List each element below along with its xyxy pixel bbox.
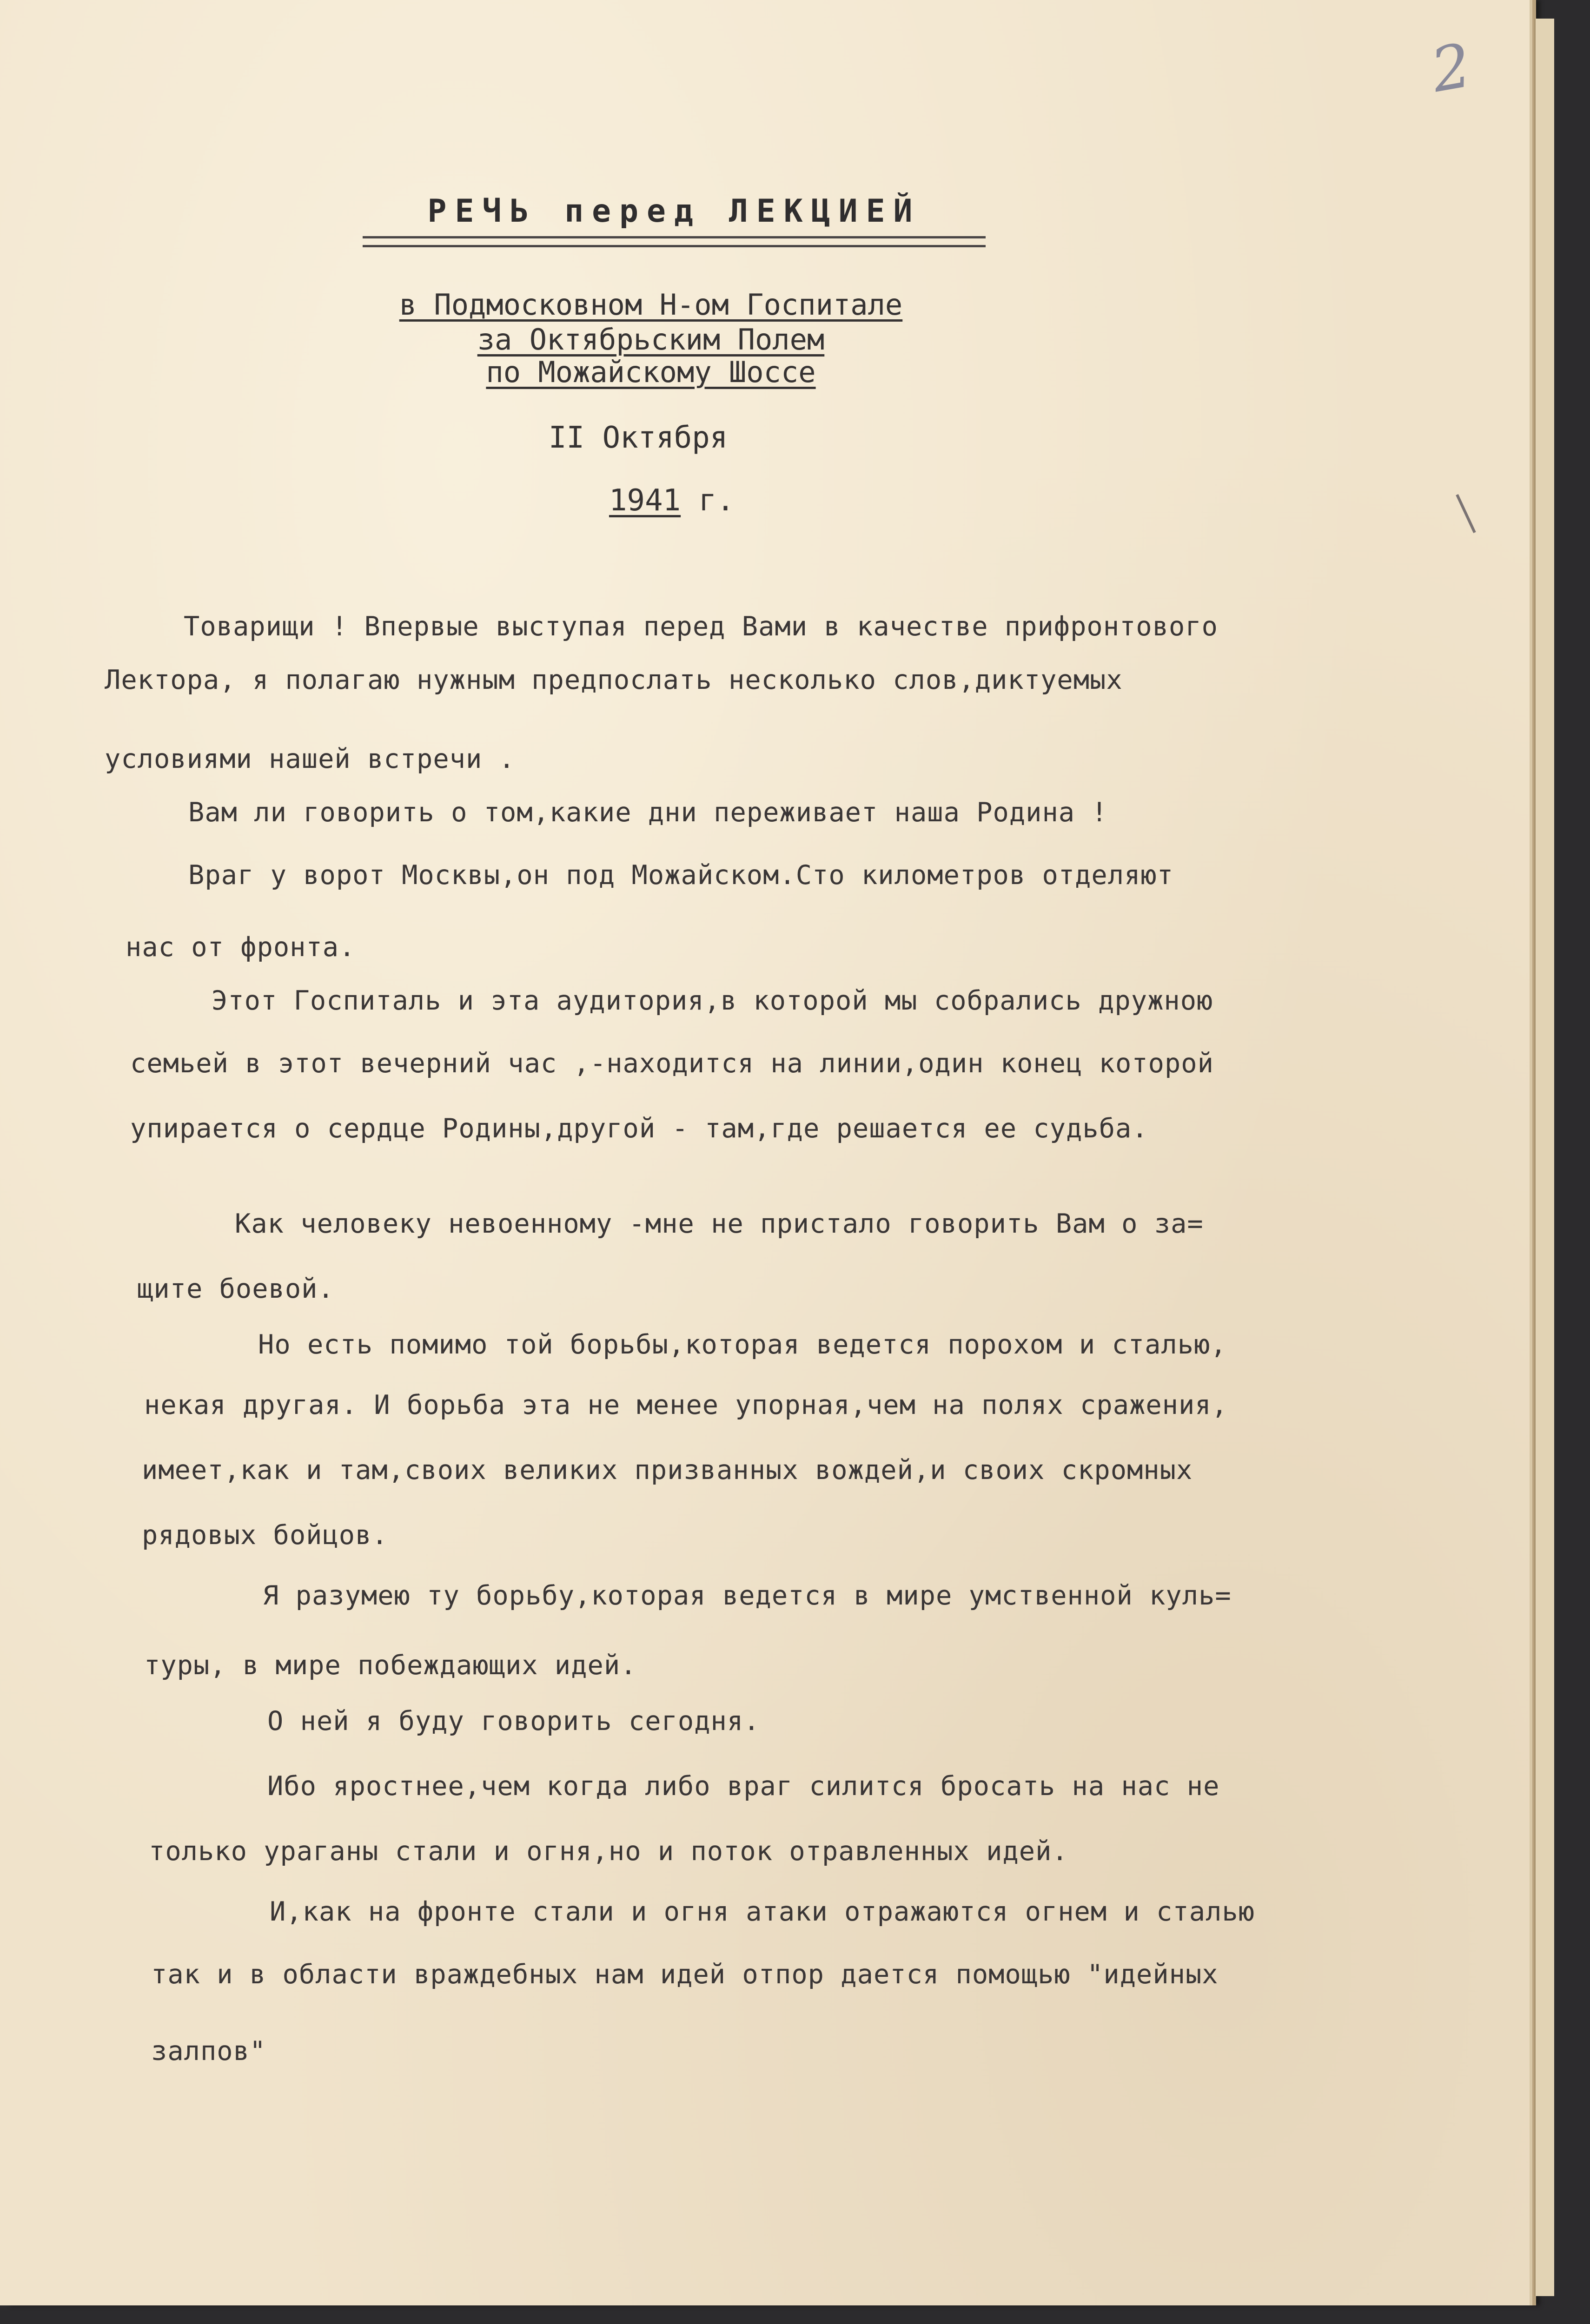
text-line: залпов"	[151, 2036, 266, 2067]
text-line: О ней я буду говорить сегодня.	[267, 1706, 760, 1736]
text-line: Лектора, я полагаю нужным предпослать несколько слов,диктуемых	[105, 665, 1123, 695]
title-double-rule	[363, 236, 986, 247]
text-line: некая другая. И борьба эта не менее упорная,чем на полях сражения,	[144, 1390, 1228, 1420]
subtitle-line: за Октябрьским Полем	[477, 323, 825, 357]
text-line: Этот Госпиталь и эта аудитория,в которой мы собрались дружною	[212, 985, 1213, 1016]
title-block	[363, 193, 986, 247]
handwritten-page-number: 2	[1426, 29, 1477, 106]
subtitle-line: в Подмосковном Н-ом Госпитале	[399, 288, 903, 322]
text-line: упирается о сердце Родины,другой - там,где решается ее судьба.	[130, 1113, 1148, 1144]
text-line: И,как на фронте стали и огня атаки отражаются огнем и сталью	[270, 1896, 1255, 1927]
date-year-line	[609, 483, 735, 518]
text-line: Ибо яростнее,чем когда либо враг силится бросать на нас не	[267, 1771, 1220, 1802]
text-line: туры, в мире побеждающих идей.	[144, 1650, 637, 1681]
text-line: условиями нашей встречи .	[105, 744, 515, 774]
stray-pencil-mark	[1456, 494, 1476, 533]
text-line: так и в области враждебных нам идей отпор дается помощью "идейных	[151, 1959, 1219, 1990]
text-line: щите боевой.	[137, 1274, 334, 1304]
text-line: Товарищи ! Впервые выступая перед Вами в качестве прифронтового	[184, 611, 1218, 642]
text-line: Враг у ворот Москвы,он под Можайском.Сто километров отделяют	[188, 860, 1174, 891]
text-line: только ураганы стали и огня,но и поток отравленных идей.	[149, 1836, 1068, 1867]
text-line: имеет,как и там,своих великих призванных вождей,и своих скромных	[142, 1455, 1193, 1486]
subtitle-line: по Можайскому Шоссе	[486, 355, 816, 389]
text-line: семьей в этот вечерний час ,-находится на линии,один конец которой	[130, 1048, 1214, 1079]
text-line: рядовых бойцов.	[142, 1520, 388, 1551]
document-title: РЕЧЬ перед ЛЕКЦИЕЙ	[427, 193, 921, 230]
date-day-month: II Октября	[549, 421, 728, 455]
page-edge	[1534, 19, 1554, 2296]
text-line: Я разумею ту борьбу,которая ведется в мире умственной куль=	[263, 1580, 1232, 1611]
date-year-suffix: г.	[698, 483, 735, 518]
date-year: 1941	[609, 483, 681, 518]
text-line: Как человеку невоенному -мне не пристало говорить Вам о за=	[235, 1208, 1204, 1239]
text-line: Но есть помимо той борьбы,которая ведется порохом и сталью,	[258, 1329, 1227, 1360]
text-line: нас от фронта.	[126, 932, 356, 963]
text-line: Вам ли говорить о том,какие дни переживает наша Родина !	[188, 797, 1108, 828]
